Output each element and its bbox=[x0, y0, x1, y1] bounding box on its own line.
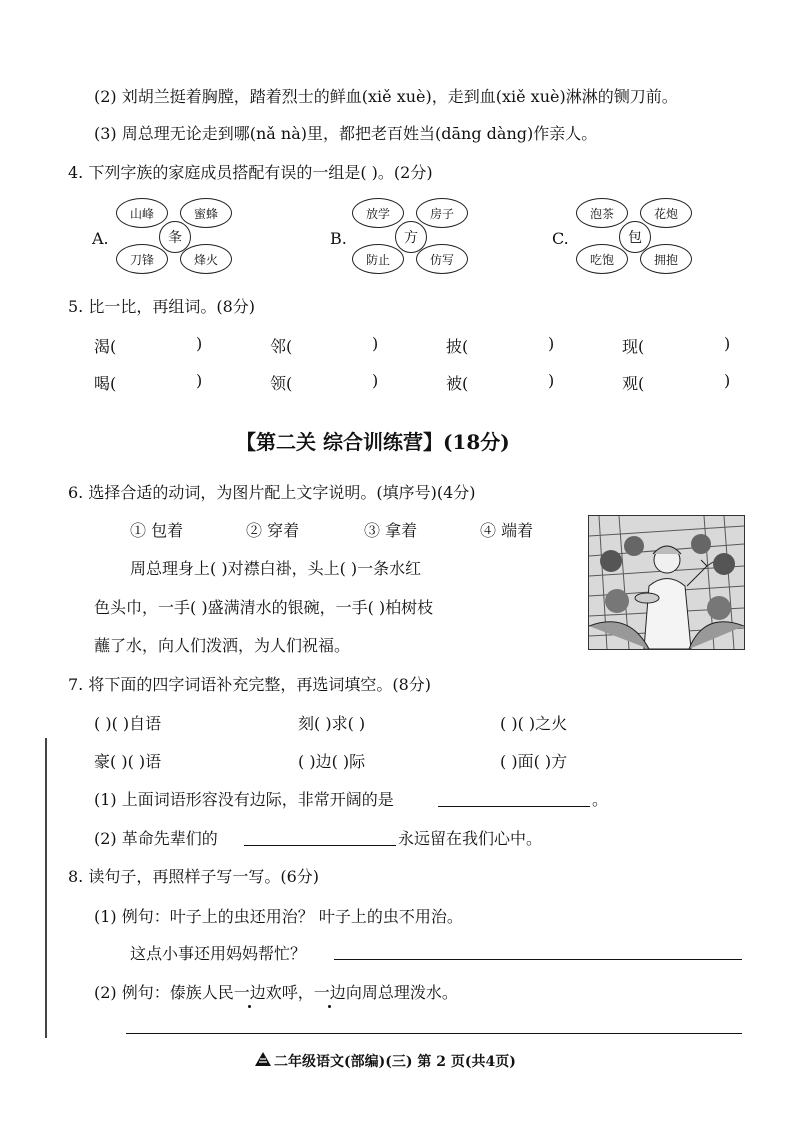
q7-idiom-blank[interactable]: 刻( )求( ) bbox=[298, 714, 366, 733]
q8-task-1-answer-line[interactable] bbox=[334, 959, 742, 960]
q6-choice: ① 包着 bbox=[130, 521, 184, 540]
petal: 山峰 bbox=[116, 198, 168, 228]
q8-example-2 bbox=[94, 980, 458, 1003]
q8-task-2-answer-line[interactable] bbox=[126, 1033, 742, 1034]
q5-close: ) bbox=[372, 371, 379, 390]
section-title: 【第二关 综合训练营】(18分) bbox=[236, 430, 510, 454]
q7-sub-2-answer-line[interactable] bbox=[244, 845, 396, 846]
q6-choice: ② 穿着 bbox=[246, 521, 300, 540]
q5-close: ) bbox=[548, 334, 555, 353]
q5-blank[interactable]: 喝( bbox=[94, 374, 117, 393]
flower-center: 包 bbox=[619, 221, 651, 253]
q7-stem: 7. 将下面的四字词语补充完整，再选词填空。(8分) bbox=[68, 675, 432, 694]
footer-logo-icon bbox=[254, 1051, 272, 1071]
petal: 烽火 bbox=[180, 244, 232, 274]
q5-close: ) bbox=[548, 371, 555, 390]
petal: 放学 bbox=[352, 198, 404, 228]
q8-example-1: (1) 例句：叶子上的虫还用治？ 叶子上的虫不用治。 bbox=[94, 907, 463, 926]
q5-blank[interactable]: 渴( bbox=[94, 337, 117, 356]
flower-center: 夆 bbox=[159, 221, 191, 253]
q7-sub-1: (1) 上面词语形容没有边际，非常开阔的是 bbox=[94, 790, 394, 809]
q7-idiom-blank[interactable]: ( )面( )方 bbox=[500, 752, 568, 771]
q5-close: ) bbox=[372, 334, 379, 353]
q6-stem: 6. 选择合适的动词，为图片配上文字说明。(填序号)(4分) bbox=[68, 483, 476, 502]
q7-idiom-blank[interactable]: ( )( )自语 bbox=[94, 714, 162, 733]
q5-blank[interactable]: 被( bbox=[446, 374, 469, 393]
q8-keyword-2: 一边 bbox=[313, 983, 346, 1002]
q4-option-c-letter[interactable]: C. bbox=[552, 229, 569, 248]
q6-choice: ④ 端着 bbox=[480, 521, 534, 540]
q3-item-3: (3) 周总理无论走到哪(nǎ nà)里，都把老百姓当(dāng dàng)作亲人。 bbox=[94, 124, 598, 143]
footer-page-info: 二年级语文(部编)(三) 第 2 页(共4页) bbox=[274, 1054, 516, 1070]
q7-sub-1-answer-line[interactable] bbox=[438, 806, 590, 807]
petal: 吃饱 bbox=[576, 244, 628, 274]
petal: 拥抱 bbox=[640, 244, 692, 274]
q6-choice: ③ 拿着 bbox=[364, 521, 418, 540]
q4-stem: 4. 下列字族的家庭成员搭配有误的一组是( )。(2分) bbox=[68, 163, 433, 182]
q8-task-1: 这点小事还用妈妈帮忙？ bbox=[130, 944, 307, 963]
q5-blank[interactable]: 邻( bbox=[270, 337, 293, 356]
q5-blank[interactable]: 观( bbox=[622, 374, 645, 393]
q5-blank[interactable]: 现( bbox=[622, 337, 645, 356]
petal: 泡茶 bbox=[576, 198, 628, 228]
q5-close: ) bbox=[724, 334, 731, 353]
petal: 花炮 bbox=[640, 198, 692, 228]
q4-option-a-letter[interactable]: A. bbox=[92, 229, 109, 248]
q4-option-b-letter[interactable]: B. bbox=[330, 229, 347, 248]
q4-option-b-flower bbox=[352, 198, 470, 276]
q6-line-2[interactable]: 色头巾，一手( )盛满清水的银碗，一手( )柏树枝 bbox=[94, 598, 434, 617]
q5-close: ) bbox=[196, 334, 203, 353]
q3-item-2: (2) 刘胡兰挺着胸膛，踏着烈士的鲜血(xiě xuè)，走到血(xiě xuè)淋淋的铡刀前。 bbox=[94, 87, 678, 106]
q6-line-1[interactable]: 周总理身上( )对襟白褂，头上( )一条水红 bbox=[130, 559, 422, 578]
q7-sub-2-start: (2) 革命先辈们的 bbox=[94, 829, 218, 848]
q5-stem: 5. 比一比，再组词。(8分) bbox=[68, 297, 256, 316]
q7-idiom-blank[interactable]: ( )( )之火 bbox=[500, 714, 568, 733]
q7-sub-2-end: 永远留在我们心中。 bbox=[398, 829, 543, 848]
petal: 防止 bbox=[352, 244, 404, 274]
binding-margin-line bbox=[45, 738, 47, 1038]
q5-blank[interactable]: 披( bbox=[446, 337, 469, 356]
petal: 仿写 bbox=[416, 244, 468, 274]
q8-example-2-pre: (2) 例句：傣族人民 bbox=[94, 983, 234, 1002]
q8-example-2-mid: 欢呼， bbox=[265, 983, 314, 1002]
flower-center: 方 bbox=[395, 221, 427, 253]
q7-sub-1-end: 。 bbox=[592, 790, 609, 809]
q7-idiom-blank[interactable]: ( )边( )际 bbox=[298, 752, 366, 771]
premier-zhou-illustration bbox=[588, 515, 745, 650]
petal: 蜜蜂 bbox=[180, 198, 232, 228]
q8-keyword-1: 一边 bbox=[233, 983, 266, 1002]
petal: 房子 bbox=[416, 198, 468, 228]
q5-blank[interactable]: 领( bbox=[270, 374, 293, 393]
q7-idiom-blank[interactable]: 豪( )( )语 bbox=[94, 752, 162, 771]
q5-close: ) bbox=[724, 371, 731, 390]
petal: 刀锋 bbox=[116, 244, 168, 274]
q4-option-c-flower bbox=[576, 198, 694, 276]
q8-stem: 8. 读句子，再照样子写一写。(6分) bbox=[68, 867, 320, 886]
q4-option-a-flower bbox=[116, 198, 234, 276]
q8-example-2-post: 向周总理泼水。 bbox=[345, 983, 458, 1002]
q6-line-3: 蘸了水，向人们泼洒，为人们祝福。 bbox=[94, 636, 351, 655]
q5-close: ) bbox=[196, 371, 203, 390]
